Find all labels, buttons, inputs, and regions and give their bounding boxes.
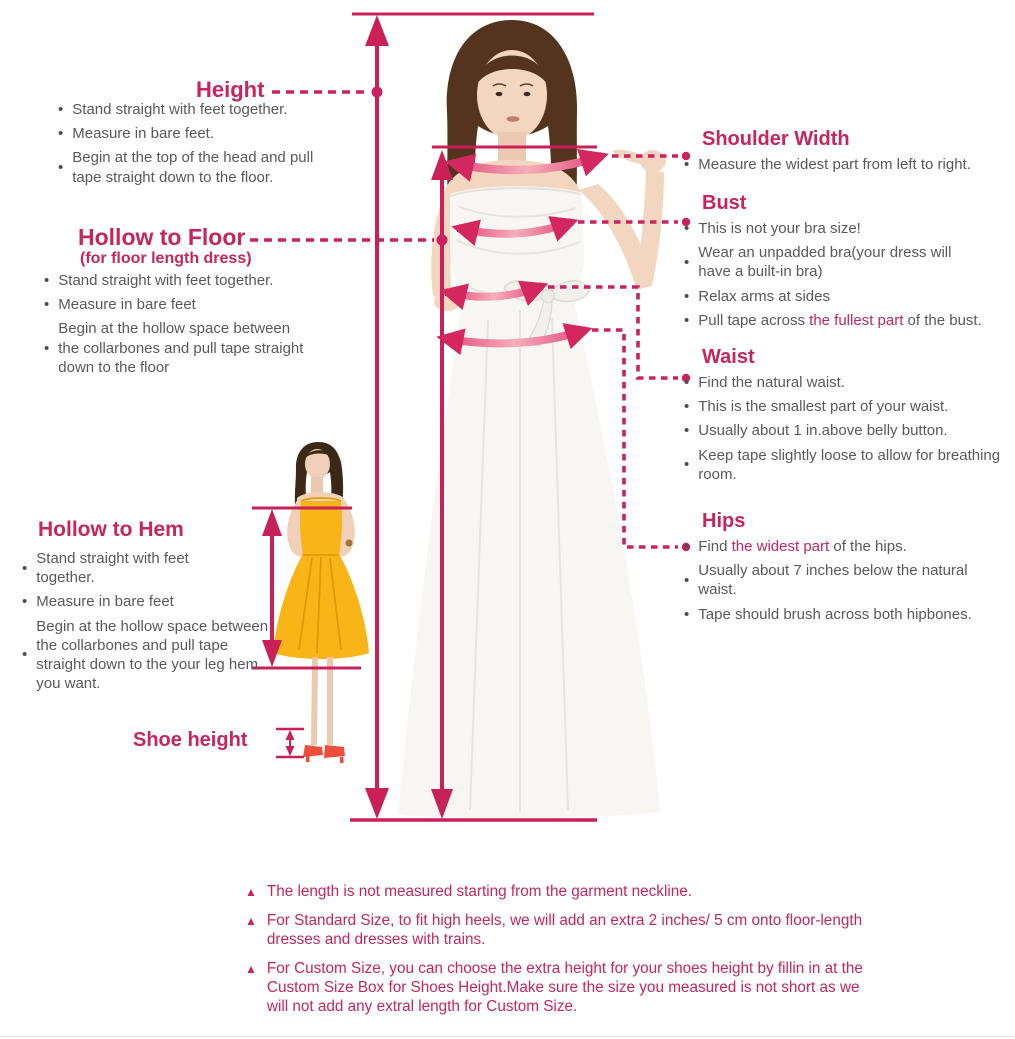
height-measure-line (365, 15, 389, 819)
shoulder-width-section (684, 128, 1014, 179)
hollow-to-floor-subtitle: (for floor length dress) (80, 250, 252, 267)
warning-triangle-icon: ▲ (245, 885, 257, 899)
shoe-height-label: Shoe height (133, 729, 248, 751)
bust-title: Bust (702, 192, 747, 214)
shoe-height-bracket (276, 729, 304, 757)
list-item: • Measure the widest part from left to right. (684, 155, 1014, 174)
list-item: • Stand straight with feet together. (22, 549, 274, 587)
list-item: • Usually about 1 in.above belly button. (684, 421, 1014, 440)
highlight-text: the widest part (731, 538, 830, 555)
bottom-divider (0, 1036, 1015, 1037)
list-item: • Find the natural waist. (684, 373, 1014, 392)
list-item: • Tape should brush across both hipbones. (684, 605, 1002, 624)
note-item (245, 960, 885, 1017)
highlight-text: the fullest part (809, 311, 904, 329)
list-item: • Wear an unpadded bra(your dress will have a built-in bra) (684, 243, 1006, 281)
list-item: • Stand straight with feet together. (58, 100, 320, 119)
list-item: • Keep tape slightly loose to allow for breathing room. (684, 446, 1014, 484)
list-item: • Measure in bare feet. (58, 124, 320, 143)
height-bullets (58, 100, 320, 192)
list-item: • Begin at the hollow space between the collarbones and pull tape straight down to the your leg hem you want. (22, 617, 274, 694)
hollow-to-floor-title: Hollow to Floor (78, 224, 246, 250)
warning-triangle-icon: ▲ (245, 961, 257, 976)
hips-title: Hips (702, 510, 746, 532)
shoulder-width-title: Shoulder Width (702, 128, 850, 150)
note-text: For Standard Size, to fit high heels, we will add an extra 2 inches/ 5 cm onto floor-length dresses and dresses with trains. (266, 911, 863, 948)
bust-connector-line (578, 218, 690, 226)
list-item: • This is not your bra size! (684, 219, 1006, 238)
hollow-to-hem-bullets (22, 549, 274, 698)
note-item (245, 912, 885, 950)
list-item: • This is the smallest part of your waist. (684, 397, 1014, 416)
list-item: • Usually about 7 inches below the natural waist. (684, 561, 1002, 599)
list-item: • Find the widest part of the hips. (684, 537, 1002, 556)
list-item: • Begin at the hollow space between the collarbones and pull tape straight down to the floor (44, 319, 306, 377)
warning-triangle-icon: ▲ (245, 913, 257, 928)
bust-section (684, 192, 1006, 335)
list-item: • Pull tape across the fullest part of the bust. (684, 311, 1006, 330)
height-title: Height (196, 77, 265, 102)
list-item: • Stand straight with feet together. (44, 271, 306, 290)
waist-section (684, 346, 1014, 489)
note-text: For Custom Size, you can choose the extra height for your shoes height by fillin in at the Custom Size Box for Shoes Height.Make sure the size you measured is not short as we will not add any extral length for Custom Size. (266, 959, 863, 1015)
hollow-to-floor-bullets (44, 271, 306, 382)
list-item: • Relax arms at sides (684, 287, 1006, 306)
list-item: • Begin at the top of the head and pull tape straight down to the floor. (58, 148, 320, 186)
footer-notes (245, 883, 885, 1027)
hips-section (684, 510, 1002, 629)
waist-title: Waist (702, 346, 755, 368)
small-model-illustration (273, 442, 369, 763)
hollow-to-hem-title: Hollow to Hem (38, 518, 184, 541)
note-text: The length is not measured starting from the garment neckline. (266, 883, 693, 900)
list-item: • Measure in bare feet (44, 295, 306, 314)
note-item (245, 883, 885, 902)
list-item: • Measure in bare feet (22, 592, 274, 611)
